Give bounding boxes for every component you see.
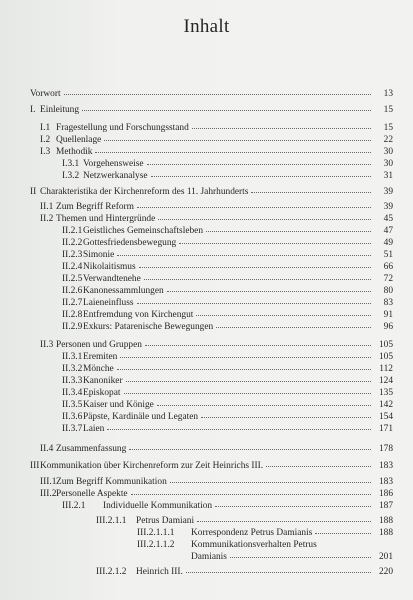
toc-leader-dots	[266, 466, 371, 467]
toc-entry-number: II	[30, 187, 37, 197]
toc-entry-page: 91	[383, 310, 393, 320]
toc-entry-number: II.3.5	[62, 400, 83, 410]
toc-entry-number: III.2.1.1	[96, 516, 127, 526]
toc-leader-dots	[196, 315, 371, 316]
toc-leader-dots	[230, 557, 371, 558]
toc-leader-dots	[170, 482, 371, 483]
toc-entry	[30, 104, 393, 116]
toc-entry-label: Kaiser und Könige	[83, 400, 154, 410]
toc-leader-dots	[95, 152, 371, 153]
toc-entry	[40, 134, 393, 146]
toc-entry-number: II.2	[40, 214, 54, 224]
toc-entry-label: Zusammenfassung	[56, 444, 127, 454]
toc-entry-label: Individuelle Kommunikation	[103, 501, 213, 511]
toc-entry	[62, 399, 393, 411]
toc-entry	[62, 423, 393, 435]
toc-entry	[40, 146, 393, 158]
toc-entry-number: II.2.8	[62, 310, 83, 320]
toc-entry-label: Petrus Damiani	[136, 516, 195, 526]
toc-leader-dots	[139, 267, 371, 268]
toc-entry-label: Charakteristika der Kirchenreform des 11. Jahrhunderts	[40, 187, 249, 197]
toc-entry	[40, 201, 393, 213]
toc-leader-dots	[206, 231, 371, 232]
toc-entry	[62, 500, 393, 512]
toc-entry	[30, 186, 393, 198]
toc-entry-page: 80	[383, 286, 393, 296]
toc-entry-label: Mönche	[83, 364, 114, 374]
toc-entry-page: 142	[378, 400, 393, 410]
toc-entry-number: I.2	[40, 135, 51, 145]
toc-entry-number: III.2	[40, 489, 57, 499]
toc-entry-number: II.3.2	[62, 364, 83, 374]
toc-entry-number: II.2.1	[62, 226, 83, 236]
toc-entry-page: 15	[383, 105, 393, 115]
toc-entry-number: II.3.3	[62, 376, 83, 386]
toc-entry	[62, 297, 393, 309]
toc-entry-number: I.3.1	[62, 159, 80, 169]
toc-entry-label: Quellenlage	[56, 135, 102, 145]
toc-entry-page: 171	[378, 424, 393, 434]
toc-entry-label: Damianis	[191, 552, 227, 562]
toc-leader-dots	[144, 279, 371, 280]
toc-entry-page: 47	[383, 226, 393, 236]
toc-entry-page: 112	[379, 364, 393, 374]
toc-entry-label: Kanoniker	[83, 376, 123, 386]
toc-entry-label: Gottesfriedensbewegung	[83, 238, 177, 248]
toc-entry-page: 178	[378, 444, 393, 454]
toc-entry-label: Kommunikationsverhalten Petrus	[191, 540, 317, 550]
toc-entry-number: II.2.5	[62, 274, 83, 284]
toc-entry	[62, 285, 393, 297]
toc-entry-number: III	[30, 461, 40, 471]
toc-entry-number: II.3.1	[62, 352, 83, 362]
toc-entry-label: Personelle Aspekte	[56, 489, 128, 499]
toc-leader-dots	[129, 449, 371, 450]
toc-entry-label: Entfremdung von Kirchengut	[83, 310, 194, 320]
toc-entry-label: Zum Begriff Kommunikation	[56, 477, 167, 487]
toc-leader-dots	[167, 291, 371, 292]
toc-entry-page: 31	[383, 171, 393, 181]
toc-entry-continuation	[191, 551, 393, 563]
toc-entry	[62, 237, 393, 249]
toc-entry-number: I.3.2	[62, 171, 80, 181]
toc-leader-dots	[147, 164, 371, 165]
toc-leader-dots	[117, 255, 371, 256]
toc-entry-number: I.3	[40, 147, 51, 157]
toc-entry	[62, 170, 393, 182]
toc-entry	[62, 225, 393, 237]
toc-entry	[62, 363, 393, 375]
toc-leader-dots	[192, 128, 371, 129]
toc-entry-page: 51	[383, 250, 393, 260]
toc-leader-dots	[197, 521, 371, 522]
toc-entry-number: II.3.7	[62, 424, 83, 434]
toc-leader-dots	[179, 243, 371, 244]
toc-leader-dots	[157, 405, 371, 406]
toc-entry	[62, 309, 393, 321]
toc-entry-number: II.2.6	[62, 286, 83, 296]
toc-entry-label: Päpste, Kardinäle und Legaten	[83, 412, 199, 422]
toc-entry	[40, 339, 393, 351]
toc-entry-number: II.3	[40, 340, 54, 350]
toc-leader-dots	[151, 176, 371, 177]
toc-entry-label: Kommunikation über Kirchenreform zur Zeit Heinrichs III.	[40, 461, 264, 471]
toc-entry-page: 30	[383, 147, 393, 157]
toc-leader-dots	[107, 429, 371, 430]
toc-entry	[62, 387, 393, 399]
toc-entry	[62, 158, 393, 170]
toc-entry	[62, 261, 393, 273]
toc-entry-page: 183	[378, 477, 393, 487]
toc-entry-number: III.2.1	[62, 501, 86, 511]
toc-entry-number: III.2.1.1.2	[137, 540, 175, 550]
toc-entry-number: II.4	[40, 444, 54, 454]
toc-entry-number: II.2.3	[62, 250, 83, 260]
toc-entry-page: 135	[378, 388, 393, 398]
toc-entry	[62, 249, 393, 261]
toc-entry	[30, 88, 393, 100]
toc-entry-number: III.2.1.1.1	[137, 528, 175, 538]
toc-entry-page: 39	[383, 187, 393, 197]
toc-entry	[62, 411, 393, 423]
toc-entry-label: Laien	[83, 424, 105, 434]
toc-entry-page: 201	[378, 552, 393, 562]
toc-leader-dots	[82, 110, 371, 111]
toc-entry	[30, 460, 393, 472]
toc-leader-dots	[104, 140, 371, 141]
toc-entry-page: 187	[378, 501, 393, 511]
toc-entry-label: Laieneinfluss	[83, 298, 134, 308]
toc-entry-label: Heinrich III.	[136, 567, 183, 577]
toc-leader-dots	[131, 494, 371, 495]
page-title: Inhalt	[183, 16, 230, 37]
toc-entry-page: 15	[383, 123, 393, 133]
toc-leader-dots	[145, 345, 371, 346]
toc-entry-page: 13	[383, 89, 393, 99]
toc-leader-dots	[64, 94, 371, 95]
toc-entry-number: III.1	[40, 477, 57, 487]
toc-entry-page: 105	[378, 352, 393, 362]
toc-entry-label: Personen und Gruppen	[56, 340, 142, 350]
toc-entry-label: Simonie	[83, 250, 115, 260]
toc-entry-page: 188	[378, 516, 393, 526]
toc-entry-label: Vorwort	[30, 89, 61, 99]
toc-entry-page: 66	[383, 262, 393, 272]
toc-entry-page: 49	[383, 238, 393, 248]
toc-entry-label: Netzwerkanalyse	[83, 171, 148, 181]
toc-entry-number: II.2.9	[62, 322, 83, 332]
toc-entry-number: I.	[30, 105, 36, 115]
toc-leader-dots	[126, 381, 371, 382]
toc-entry-label: Verwandtenehe	[83, 274, 141, 284]
toc-entry-number: III.2.1.2	[96, 567, 127, 577]
toc-entry	[137, 539, 393, 551]
toc-entry-label: Korrespondenz Petrus Damianis	[191, 528, 313, 538]
toc-entry-page: 45	[383, 214, 393, 224]
toc-entry	[40, 122, 393, 134]
toc-entry-label: Geistliches Gemeinschaftsleben	[83, 226, 204, 236]
toc-entry-page: 105	[378, 340, 393, 350]
toc-entry-page: 72	[383, 274, 393, 284]
toc-entry-page: 220	[378, 567, 393, 577]
toc-entry	[40, 488, 393, 500]
toc-entry-number: II.1	[40, 202, 54, 212]
toc-entry-page: 39	[383, 202, 393, 212]
toc-entry	[40, 213, 393, 225]
toc-leader-dots	[201, 417, 371, 418]
toc-entry	[62, 273, 393, 285]
toc-entry	[62, 321, 393, 333]
toc-entry-page: 22	[383, 135, 393, 145]
toc-entry-label: Exkurs: Patarenische Bewegungen	[83, 322, 214, 332]
toc-entry-label: Zum Begriff Reform	[56, 202, 134, 212]
toc-entry-page: 30	[383, 159, 393, 169]
toc-entry-page: 183	[378, 461, 393, 471]
toc-leader-dots	[137, 207, 371, 208]
toc-entry	[96, 515, 393, 527]
toc-entry-label: Fragestellung und Forschungsstand	[56, 123, 189, 133]
toc-entry-label: Einleitung	[40, 105, 80, 115]
toc-entry	[62, 351, 393, 363]
toc-entry-label: Vorgehensweise	[83, 159, 144, 169]
toc-entry-label: Kanonessammlungen	[83, 286, 164, 296]
toc-entry-number: II.3.4	[62, 388, 83, 398]
toc-entry-number: II.2.4	[62, 262, 83, 272]
toc-leader-dots	[158, 219, 371, 220]
toc-leader-dots	[124, 393, 371, 394]
toc-leader-dots	[137, 303, 371, 304]
toc-entry	[96, 566, 393, 578]
toc-entry-number: II.2.2	[62, 238, 83, 248]
toc-entry-number: I.1	[40, 123, 51, 133]
toc-entry-number: II.2.7	[62, 298, 83, 308]
toc-entry	[40, 443, 393, 455]
toc-entry-page: 188	[378, 528, 393, 538]
toc-entry-label: Episkopat	[83, 388, 121, 398]
toc-entry	[62, 375, 393, 387]
toc-leader-dots	[251, 192, 371, 193]
toc-entry-number: II.3.6	[62, 412, 83, 422]
toc-leader-dots	[120, 357, 371, 358]
toc-entry-page: 154	[378, 412, 393, 422]
toc-entry-label: Eremiten	[83, 352, 118, 362]
toc-entry	[40, 476, 393, 488]
toc-entry-page: 83	[383, 298, 393, 308]
toc-entry-label: Nikolaitismus	[83, 262, 136, 272]
toc-entry-label: Methodik	[56, 147, 93, 157]
toc-entry-page: 96	[383, 322, 393, 332]
toc-entry-page: 186	[378, 489, 393, 499]
toc-leader-dots	[186, 572, 371, 573]
toc-entry-label: Themen und Hintergründe	[56, 214, 156, 224]
toc-leader-dots	[215, 506, 371, 507]
toc-leader-dots	[216, 327, 371, 328]
toc-leader-dots	[315, 533, 371, 534]
toc-entry-page: 124	[378, 376, 393, 386]
toc-entry	[137, 527, 393, 539]
toc-leader-dots	[117, 369, 371, 370]
